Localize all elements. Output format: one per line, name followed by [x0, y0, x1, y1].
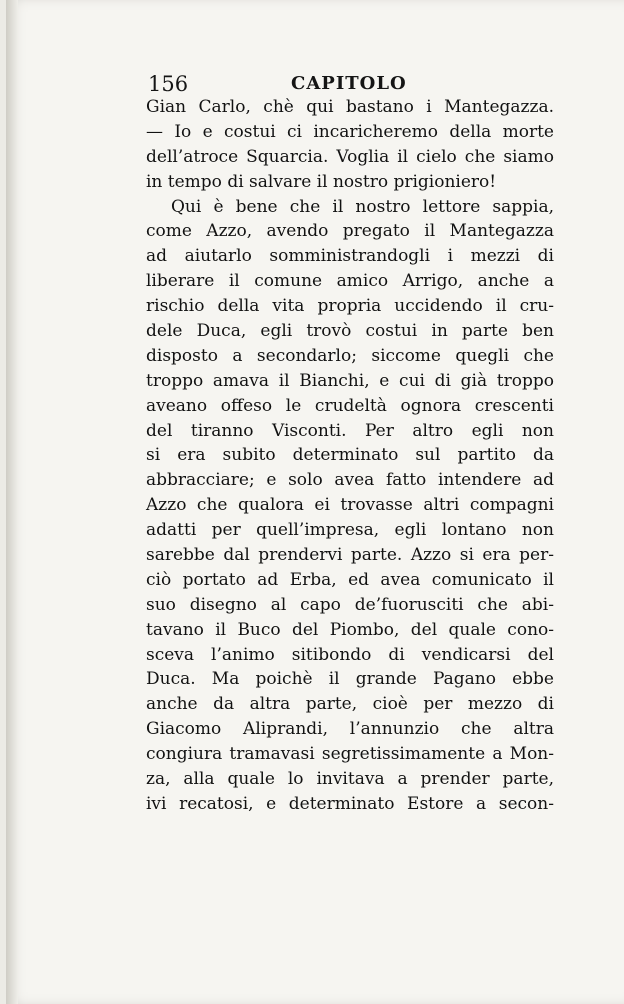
text-line: dell’atroce Squarcia. Voglia il cielo che siamo [146, 146, 554, 167]
book-spine-shadow [6, 0, 18, 1004]
text-line: — Io e costui ci incaricheremo della morte [146, 121, 554, 142]
page-number: 156 [148, 72, 189, 96]
text-line: disposto a secondarlo; siccome quegli che [146, 345, 554, 366]
text-line: sarebbe dal prendervi parte. Azzo si era per- [146, 545, 554, 566]
text-line: liberare il comune amico Arrigo, anche a [146, 271, 554, 292]
text-line: abbracciare; e solo avea fatto intendere ad [146, 470, 554, 491]
text-line: anche da altra parte, cioè per mezzo di [146, 694, 554, 715]
text-line: sceva l’animo sitibondo di vendicarsi del [146, 644, 554, 665]
text-line: Gian Carlo, chè qui bastano i Mantegazza. [146, 97, 554, 117]
text-line: Qui è bene che il nostro lettore sappia, [171, 196, 554, 217]
text-line: rischio della vita propria uccidendo il cru- [146, 296, 554, 317]
chapter-title: CAPITOLO [291, 73, 407, 94]
text-line: tavano il Buco del Piombo, del quale cono- [146, 619, 554, 640]
text-line: Duca. Ma poichè il grande Pagano ebbe [146, 669, 554, 690]
text-line: ivi recatosi, e determinato Estore a secon- [146, 793, 554, 814]
text-line: congiura tramavasi segretissimamente a Mon- [146, 744, 554, 765]
text-line: ciò portato ad Erba, ed avea comunicato il [146, 569, 554, 590]
text-line: suo disegno al capo de’fuorusciti che abi- [146, 594, 554, 615]
text-line: si era subito determinato sul partito da [146, 445, 554, 466]
text-line: adatti per quell’impresa, egli lontano non [146, 520, 554, 541]
body-text [146, 95, 554, 817]
text-line: ad aiutarlo somministrandogli i mezzi di [146, 246, 554, 267]
book-page [6, 0, 624, 1004]
text-line: Azzo che qualora ei trovasse altri compagni [146, 495, 554, 516]
text-line: za, alla quale lo invitava a prender parte, [146, 769, 554, 790]
text-line: Giacomo Aliprandi, l’annunzio che altra [146, 719, 554, 740]
text-line: dele Duca, egli trovò costui in parte ben [146, 321, 554, 342]
text-line: troppo amava il Bianchi, e cui di già troppo [146, 370, 554, 391]
text-line: come Azzo, avendo pregato il Mantegazza [146, 221, 554, 242]
text-line: aveano offeso le crudeltà ognora crescenti [146, 395, 554, 416]
text-line: in tempo di salvare il nostro prigioniero! [146, 171, 497, 192]
text-line: del tiranno Visconti. Per altro egli non [146, 420, 554, 441]
